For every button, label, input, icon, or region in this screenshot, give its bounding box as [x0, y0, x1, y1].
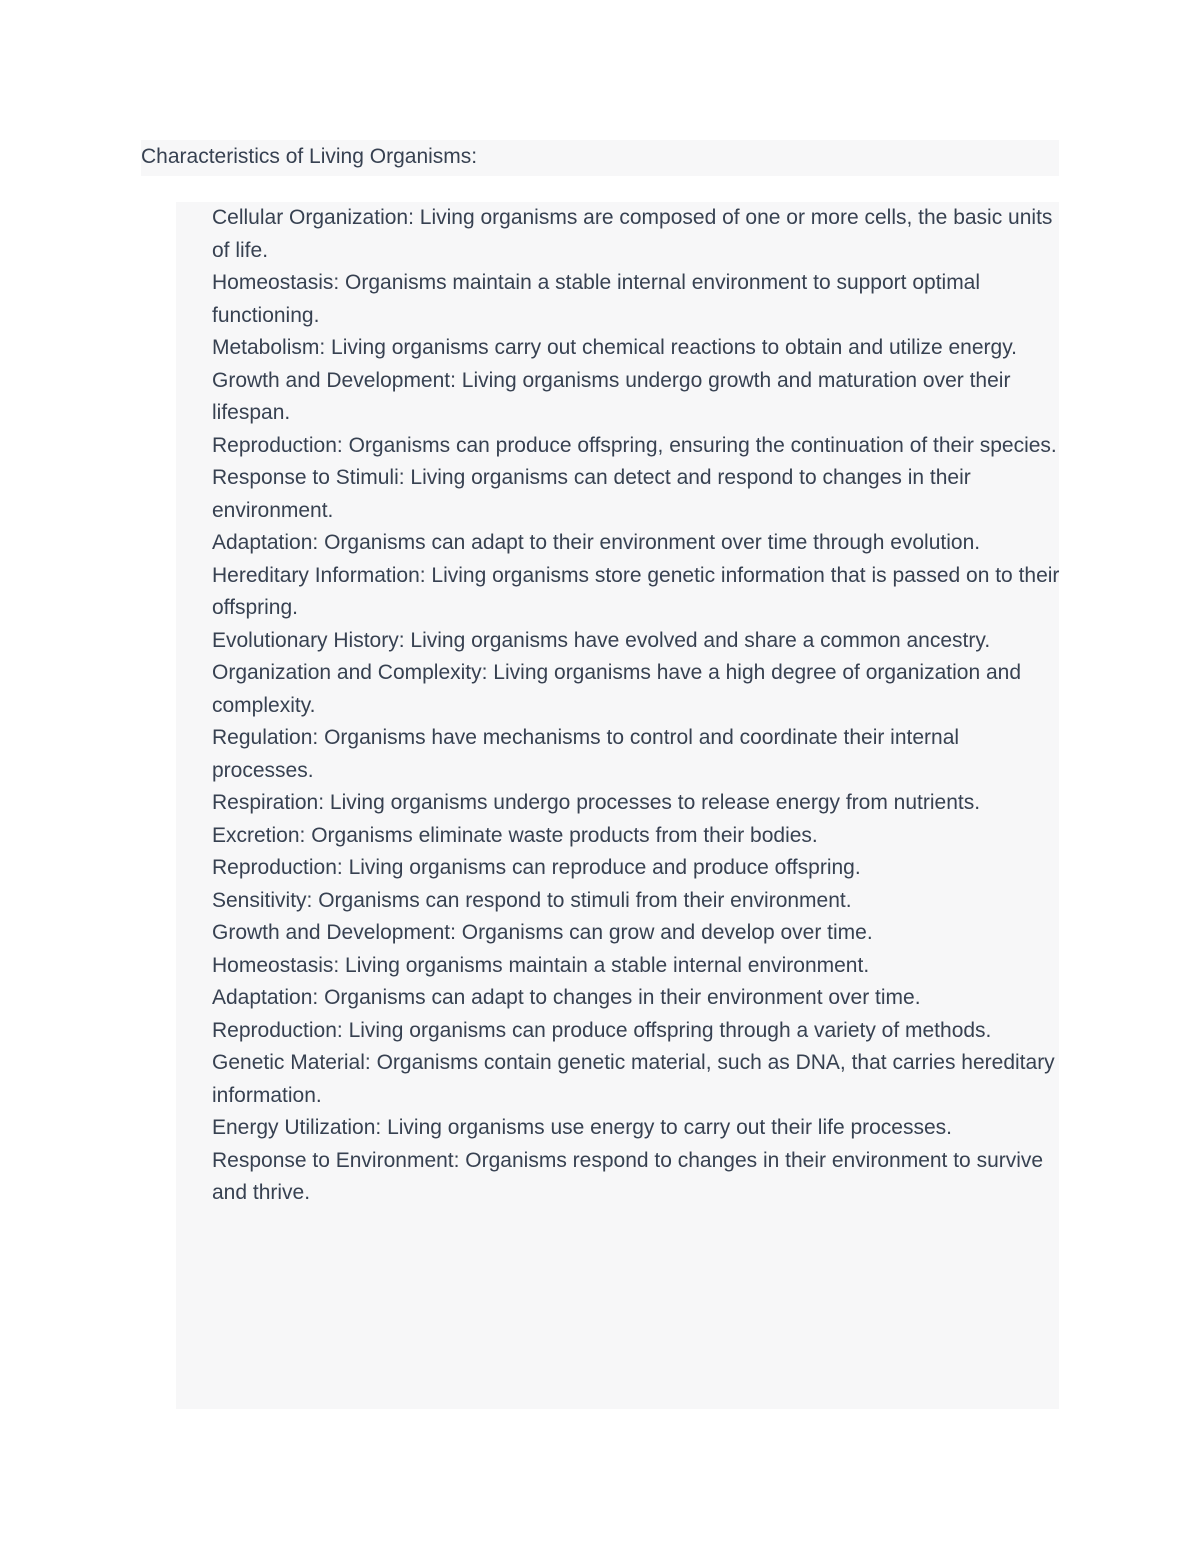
list-item: Homeostasis: Living organisms maintain a stable internal environment. [212, 953, 870, 977]
list-item: Excretion: Organisms eliminate waste products from their bodies. [212, 823, 818, 847]
list-item: Reproduction: Living organisms can produce offspring through a variety of methods. [212, 1018, 992, 1042]
list-item: Sensitivity: Organisms can respond to stimuli from their environment. [212, 888, 852, 912]
list-item: Homeostasis: Organisms maintain a stable internal environment to support optimal functioning. [212, 271, 981, 327]
list-item: Cellular Organization: Living organisms are composed of one or more cells, the basic units of life. [212, 206, 1053, 262]
list-item: Response to Environment: Organisms respond to changes in their environment to survive and thrive. [212, 1148, 1044, 1204]
list-item: Growth and Development: Organisms can grow and develop over time. [212, 921, 873, 944]
list-item: Regulation: Organisms have mechanisms to control and coordinate their internal processes. [212, 726, 960, 782]
list-item: Adaptation: Organisms can adapt to changes in their environment over time. [212, 986, 921, 1009]
list-item: Adaptation: Organisms can adapt to their environment over time through evolution. [212, 531, 981, 554]
list-item: Metabolism: Living organisms carry out chemical reactions to obtain and utilize energy. [212, 336, 1017, 359]
page-title: Characteristics of Living Organisms: [141, 145, 478, 168]
list-item: Respiration: Living organisms undergo processes to release energy from nutrients. [212, 791, 981, 814]
list-item: Evolutionary History: Living organisms have evolved and share a common ancestry. [212, 628, 991, 652]
heading-band [141, 140, 1059, 176]
list-item: Hereditary Information: Living organisms store genetic information that is passed on to their offspring. [212, 563, 1060, 619]
list-item: Organization and Complexity: Living organisms have a high degree of organization and complexity. [212, 661, 1021, 717]
characteristics-list [212, 202, 1060, 1210]
characteristics-panel [176, 202, 1059, 1409]
list-item: Reproduction: Organisms can produce offspring, ensuring the continuation of their species. [212, 433, 1057, 457]
list-item: Response to Stimuli: Living organisms can detect and respond to changes in their environment. [212, 466, 971, 522]
list-item: Reproduction: Living organisms can reproduce and produce offspring. [212, 856, 861, 879]
list-item: Energy Utilization: Living organisms use energy to carry out their life processes. [212, 1116, 953, 1139]
list-item: Genetic Material: Organisms contain genetic material, such as DNA, that carries hereditary information. [212, 1051, 1055, 1107]
list-item: Growth and Development: Living organisms undergo growth and maturation over their lifespan. [212, 368, 1011, 424]
